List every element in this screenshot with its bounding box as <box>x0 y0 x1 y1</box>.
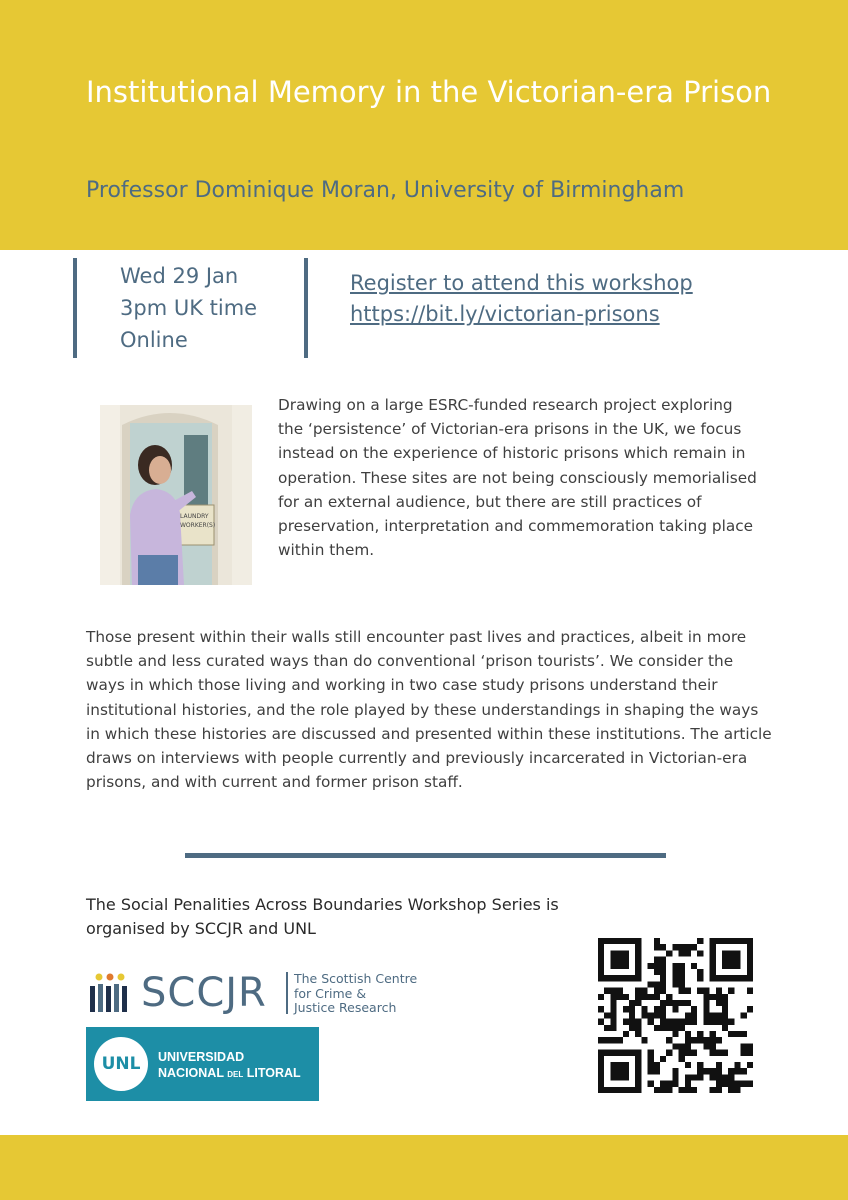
qr-module <box>691 1012 697 1018</box>
qr-module <box>610 1000 616 1006</box>
qr-module <box>679 988 685 994</box>
qr-module <box>648 981 654 987</box>
qr-module <box>648 963 654 969</box>
qr-module <box>685 1087 691 1093</box>
qr-module <box>610 988 616 994</box>
sccjr-mark-icon <box>88 972 132 1014</box>
qr-module <box>685 950 691 956</box>
qr-module <box>648 1081 654 1087</box>
qr-module <box>685 1050 691 1056</box>
qr-module <box>604 1037 610 1043</box>
intro-paragraph: Drawing on a large ESRC-funded research project exploring the ‘persistence’ of Victorian-era prisons in the UK, we focus instead on the experience of historic prisons which remain in operation. These sites are not being consciously memorialised for an external audience, but there are still practices of preservation, interpretation and commemoration taking place within them. <box>278 396 757 560</box>
qr-module <box>666 994 672 1000</box>
qr-module <box>660 981 666 987</box>
speaker-photo <box>100 405 252 585</box>
qr-module <box>685 1012 691 1018</box>
qr-module <box>654 944 660 950</box>
qr-module <box>685 988 691 994</box>
qr-module <box>679 1087 685 1093</box>
qr-module <box>666 1087 672 1093</box>
qr-module <box>648 1068 654 1074</box>
qr-module <box>728 1081 734 1087</box>
unl-circle-mark: UNL <box>94 1037 148 1091</box>
qr-module <box>728 1031 734 1037</box>
qr-module <box>734 1031 740 1037</box>
unl-name-del: DEL <box>227 1070 244 1079</box>
qr-module <box>716 994 722 1000</box>
qr-module <box>629 1000 635 1006</box>
qr-module <box>716 1087 722 1093</box>
qr-module <box>672 1006 678 1012</box>
qr-module <box>629 1025 635 1031</box>
register-block[interactable] <box>350 268 693 330</box>
qr-module <box>722 1074 728 1080</box>
qr-module <box>685 1062 691 1068</box>
qr-module <box>710 1043 716 1049</box>
qr-module <box>691 1074 697 1080</box>
qr-module <box>703 1043 709 1049</box>
qr-module <box>679 1043 685 1049</box>
qr-module <box>703 988 709 994</box>
qr-module <box>610 1012 616 1018</box>
qr-module <box>672 981 678 987</box>
qr-module <box>666 1081 672 1087</box>
qr-module <box>703 1000 709 1006</box>
qr-module <box>697 969 703 975</box>
unl-name-line2 <box>158 1065 301 1083</box>
qr-module <box>660 1006 666 1012</box>
qr-module <box>722 1019 728 1025</box>
body-paragraph: Those present within their walls still encounter past lives and practices, albeit in more subtle and less curated ways than do conventional ‘prison tourists’. We consider the ways in which those living and working in two case study prisons understand their institutional histories, and the role played by these understandings in shaping the ways in which these histories are discussed and presented within these institutions. The article draws on interviews with people currently and previously incarcerated in Victorian-era prisons, and with current and former prison staff. <box>86 628 772 792</box>
qr-module <box>672 1031 678 1037</box>
qr-module <box>672 944 678 950</box>
qr-module <box>710 1068 716 1074</box>
unl-logo <box>86 1027 319 1101</box>
qr-module <box>610 1019 616 1025</box>
qr-module <box>679 963 685 969</box>
qr-module <box>741 1043 747 1049</box>
qr-module <box>716 1012 722 1018</box>
qr-module <box>629 1006 635 1012</box>
qr-module <box>635 1000 641 1006</box>
qr-module <box>610 994 616 1000</box>
qr-module <box>648 1056 654 1062</box>
page-title: Institutional Memory in the Victorian-era Prison <box>86 75 772 109</box>
qr-module <box>728 988 734 994</box>
qr-module <box>666 950 672 956</box>
qr-module <box>598 1019 604 1025</box>
qr-code[interactable] <box>598 938 753 1093</box>
qr-module <box>710 1087 716 1093</box>
qr-module <box>629 1019 635 1025</box>
qr-module <box>660 963 666 969</box>
qr-module <box>734 1081 740 1087</box>
qr-module <box>660 1056 666 1062</box>
qr-module <box>679 981 685 987</box>
qr-module <box>598 1006 604 1012</box>
qr-module <box>610 1037 616 1043</box>
qr-module <box>703 1037 709 1043</box>
qr-module <box>703 1019 709 1025</box>
qr-module <box>654 1025 660 1031</box>
qr-module <box>654 963 660 969</box>
qr-module <box>660 1087 666 1093</box>
qr-module <box>672 1043 678 1049</box>
qr-module <box>697 975 703 981</box>
qr-module <box>666 1019 672 1025</box>
register-bar <box>304 258 308 358</box>
qr-module <box>604 988 610 994</box>
qr-module <box>660 975 666 981</box>
qr-module <box>641 1012 647 1018</box>
qr-module <box>716 1074 722 1080</box>
qr-module <box>710 994 716 1000</box>
qr-module <box>691 1050 697 1056</box>
register-label-link[interactable]: Register to attend this workshop <box>350 271 693 295</box>
qr-module <box>691 1006 697 1012</box>
qr-module <box>648 1050 654 1056</box>
qr-module <box>703 1006 709 1012</box>
organised-by-text: The Social Penalities Across Boundaries Workshop Series is organised by SCCJR and UNL <box>86 895 559 938</box>
qr-module <box>703 1068 709 1074</box>
qr-module <box>741 1068 747 1074</box>
speaker-name: Professor Dominique Moran, University of Birmingham <box>86 178 685 203</box>
qr-module <box>679 969 685 975</box>
qr-module <box>691 944 697 950</box>
qr-module <box>685 1019 691 1025</box>
qr-module <box>598 994 604 1000</box>
qr-module <box>660 1019 666 1025</box>
qr-module <box>660 988 666 994</box>
sccjr-full-name <box>294 972 417 1016</box>
qr-module <box>672 969 678 975</box>
qr-module <box>610 1025 616 1031</box>
unl-name-litoral: LITORAL <box>246 1066 301 1080</box>
sccjr-divider <box>286 972 288 1014</box>
event-details-bar <box>73 258 77 358</box>
qr-module <box>654 1068 660 1074</box>
qr-module <box>666 1050 672 1056</box>
qr-module <box>672 1074 678 1080</box>
event-format: Online <box>120 328 188 352</box>
qr-module <box>722 1050 728 1056</box>
qr-module <box>728 1087 734 1093</box>
qr-module <box>747 988 753 994</box>
qr-module <box>641 994 647 1000</box>
speaker-photo-illustration <box>100 405 252 585</box>
qr-module <box>598 1037 604 1043</box>
qr-module <box>697 950 703 956</box>
qr-module <box>734 1087 740 1093</box>
qr-module <box>716 1062 722 1068</box>
qr-module <box>710 1031 716 1037</box>
section-divider <box>185 853 666 858</box>
qr-module <box>660 944 666 950</box>
qr-module <box>660 1081 666 1087</box>
qr-module <box>635 1019 641 1025</box>
qr-module <box>679 944 685 950</box>
qr-module <box>604 1012 610 1018</box>
qr-module <box>641 988 647 994</box>
qr-module <box>672 1019 678 1025</box>
qr-module <box>648 1019 654 1025</box>
qr-module <box>685 1074 691 1080</box>
qr-module <box>654 1087 660 1093</box>
qr-module <box>722 1012 728 1018</box>
event-date: Wed 29 Jan <box>120 264 239 288</box>
qr-module <box>710 1050 716 1056</box>
qr-module <box>747 1006 753 1012</box>
qr-module <box>679 1000 685 1006</box>
qr-module <box>635 1031 641 1037</box>
door-sign-line2: WORKER(S) <box>180 522 216 529</box>
qr-module <box>654 957 660 963</box>
qr-module <box>648 1012 654 1018</box>
qr-module <box>648 994 654 1000</box>
qr-module <box>666 1000 672 1006</box>
sccjr-name-line1: The Scottish Centre <box>294 971 418 986</box>
qr-module <box>685 944 691 950</box>
qr-module <box>734 1062 740 1068</box>
qr-module <box>660 1012 666 1018</box>
qr-module <box>716 1050 722 1056</box>
qr-module <box>747 1050 753 1056</box>
qr-module <box>697 938 703 944</box>
qr-module <box>660 1025 666 1031</box>
unl-name-line1: UNIVERSIDAD <box>158 1050 245 1064</box>
qr-module <box>697 1062 703 1068</box>
qr-finder-bottom-left <box>598 1050 641 1093</box>
qr-module <box>728 1019 734 1025</box>
qr-module <box>710 1012 716 1018</box>
qr-module <box>697 988 703 994</box>
header-banner <box>0 0 848 250</box>
qr-module <box>679 1050 685 1056</box>
qr-module <box>623 994 629 1000</box>
qr-module <box>679 950 685 956</box>
qr-module <box>641 1006 647 1012</box>
qr-module <box>654 1006 660 1012</box>
qr-module <box>617 1037 623 1043</box>
qr-module <box>691 963 697 969</box>
qr-module <box>703 994 709 1000</box>
qr-module <box>610 1006 616 1012</box>
qr-module <box>672 963 678 969</box>
qr-module <box>666 1037 672 1043</box>
qr-module <box>654 938 660 944</box>
qr-module <box>623 1031 629 1037</box>
qr-module <box>697 1068 703 1074</box>
qr-module <box>722 994 728 1000</box>
qr-finder-top-left <box>598 938 641 981</box>
qr-module <box>679 1056 685 1062</box>
sccjr-name-line3: Justice Research <box>294 1000 397 1015</box>
qr-module <box>728 1074 734 1080</box>
qr-module <box>741 1081 747 1087</box>
qr-module <box>672 1025 678 1031</box>
qr-module <box>672 1068 678 1074</box>
qr-module <box>710 1019 716 1025</box>
qr-module <box>679 1019 685 1025</box>
register-url-link[interactable]: https://bit.ly/victorian-prisons <box>350 302 660 326</box>
qr-module <box>722 1000 728 1006</box>
qr-module <box>660 957 666 963</box>
footer-banner <box>0 1135 848 1200</box>
qr-module <box>604 1025 610 1031</box>
sccjr-name-line2: for Crime & <box>294 985 367 1001</box>
qr-module <box>716 1000 722 1006</box>
qr-module <box>679 1025 685 1031</box>
qr-module <box>654 988 660 994</box>
qr-module <box>660 1000 666 1006</box>
qr-module <box>691 1019 697 1025</box>
qr-module <box>691 1037 697 1043</box>
qr-module <box>728 1068 734 1074</box>
unl-name-nacional: NACIONAL <box>158 1066 224 1080</box>
qr-module <box>685 1000 691 1006</box>
qr-module <box>635 1025 641 1031</box>
qr-module <box>697 1037 703 1043</box>
qr-module <box>654 969 660 975</box>
qr-module <box>691 1087 697 1093</box>
sccjr-wordmark: SCCJR <box>141 970 267 1016</box>
qr-module <box>685 1031 691 1037</box>
qr-module <box>697 1074 703 1080</box>
sccjr-logo <box>86 968 426 1018</box>
qr-module <box>722 1025 728 1031</box>
qr-module <box>685 1043 691 1049</box>
qr-module <box>734 1068 740 1074</box>
qr-module <box>635 988 641 994</box>
qr-module <box>635 994 641 1000</box>
qr-module <box>703 1012 709 1018</box>
qr-module <box>660 969 666 975</box>
qr-module <box>716 988 722 994</box>
qr-module <box>648 1062 654 1068</box>
qr-module <box>747 1062 753 1068</box>
qr-module <box>697 1031 703 1037</box>
qr-module <box>710 1037 716 1043</box>
qr-module <box>710 1074 716 1080</box>
qr-module <box>685 1037 691 1043</box>
qr-module <box>741 1050 747 1056</box>
qr-module <box>716 1019 722 1025</box>
qr-module <box>623 1006 629 1012</box>
qr-module <box>722 1006 728 1012</box>
qr-module <box>722 1081 728 1087</box>
qr-module <box>654 994 660 1000</box>
qr-module <box>716 1037 722 1043</box>
qr-module <box>672 975 678 981</box>
qr-module <box>654 1012 660 1018</box>
door-sign-line1: LAUNDRY <box>180 513 209 520</box>
qr-module <box>747 1081 753 1087</box>
qr-module <box>617 994 623 1000</box>
qr-module <box>654 1062 660 1068</box>
qr-module <box>654 981 660 987</box>
qr-module <box>716 1081 722 1087</box>
qr-module <box>672 1000 678 1006</box>
qr-finder-top-right <box>710 938 753 981</box>
unl-full-name <box>158 1049 301 1083</box>
qr-module <box>629 1012 635 1018</box>
qr-module <box>679 975 685 981</box>
qr-module <box>741 1012 747 1018</box>
qr-module <box>672 1081 678 1087</box>
qr-module <box>666 1025 672 1031</box>
qr-module <box>623 1019 629 1025</box>
qr-module <box>685 1081 691 1087</box>
qr-module <box>741 1031 747 1037</box>
event-details <box>120 260 257 356</box>
qr-module <box>617 988 623 994</box>
qr-module <box>747 1043 753 1049</box>
qr-module <box>716 1068 722 1074</box>
event-time: 3pm UK time <box>120 296 258 320</box>
qr-module <box>641 1037 647 1043</box>
